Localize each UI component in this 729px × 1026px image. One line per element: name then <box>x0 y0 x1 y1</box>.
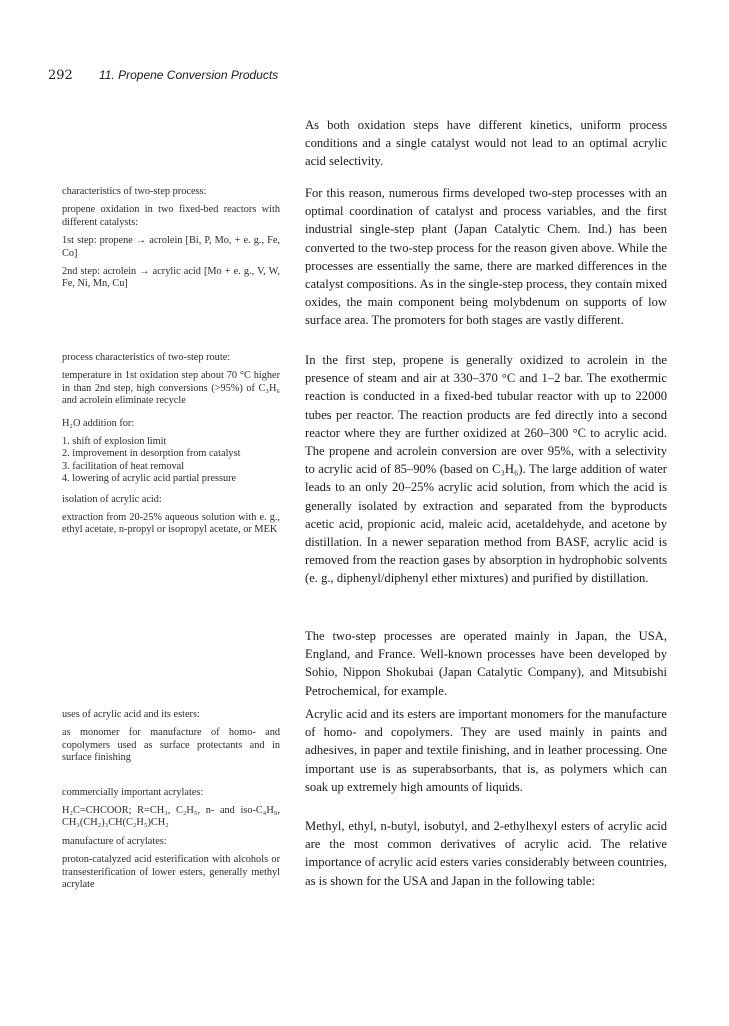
chapter-title: 11. Propene Conversion Products <box>98 68 279 82</box>
margin-heading: manufacture of acrylates: <box>62 835 167 847</box>
page-number: 292 <box>48 68 73 83</box>
main-paragraph-2: For this reason, numerous firms developed two-step processes with an optimal coordination of catalyst and process variables, and the first industrial single-step plant (Japan Catalytic Chem. Ind.) has been converted to the two-step process for the reason given above. While the processes are essentially the same, there are marked differences in the catalyst compositions. As in the single-step process, they contain mixed oxides, the main component being molybdenum on supports of low surface area. The promoters for both stages are vastly different. <box>305 186 667 328</box>
margin-note-process-characteristics <box>62 352 280 543</box>
margin-note-two-step-process <box>62 186 280 297</box>
margin-step-2: 2nd step: acrolein → acrylic acid [Mo + e. g., V, W, Fe, Ni, Mn, Cu] <box>62 266 280 290</box>
margin-heading: characteristics of two-step process: <box>62 186 207 197</box>
list-item: 1. shift of explosion limit <box>62 436 167 448</box>
margin-text: temperature in 1st oxidation step about 70 °C higher in than 2nd step, high conversions (>95%) of C₃H₆ and acrolein eliminate recycle <box>62 370 280 407</box>
list-item: 2. improvement in desorption from catalyst <box>62 448 241 460</box>
acrylates-formula: H₂C=CHCOOR; R=CH₃, C₂H₅, n- and iso-C₄H₉, CH₃(CH₂)₃CH(C₂H₅)CH₂ <box>62 805 280 829</box>
margin-step-1: 1st step: propene → acrolein [Bi, P, Mo, + e. g., Fe, Co] <box>62 235 280 259</box>
main-paragraph-4: The two-step processes are operated mainly in Japan, the USA, England, and France. Well-known processes have been developed by Sohio, Nippon Shokubai (Japan Catalytic Company), and Mitsubishi Petrochemical, for example. <box>305 629 667 698</box>
main-paragraph-6: Methyl, ethyl, n-butyl, isobutyl, and 2-ethylhexyl esters of acrylic acid are the most common derivatives of acrylic acid. The relative importance of acrylic acid esters varies considerably between countries, as is shown for the USA and Japan in the following table: <box>305 819 667 888</box>
margin-heading: process characteristics of two-step route: <box>62 352 231 363</box>
margin-heading: uses of acrylic acid and its esters: <box>62 709 200 720</box>
margin-note-uses <box>62 709 280 897</box>
margin-text: as monomer for manufacture of homo- and copolymers used as surface protectants and in surface finishing <box>62 727 280 764</box>
margin-heading: H₂O addition for: <box>62 417 135 429</box>
margin-heading: commercially important acrylates: <box>62 786 204 798</box>
margin-text: proton-catalyzed acid esterification with alcohols or transesterification of lower esters, generally methyl acrylate <box>62 854 280 891</box>
main-paragraph-3: In the first step, propene is generally oxidized to acrolein in the presence of steam and air at 330–370 °C and 1–2 bar. The exothermic reaction is conducted in a fixed-bed tubular reactor with up to 22000 tubes per reactor. The reaction products are fed directly into a second reactor where they are further oxidized at 260–300 °C to acrylic acid. The propene and acrolein conversion are over 95%, with a selectivity to acrylic acid of 85–90% (based on C₃H₆). The large addition of water leads to an only 20–25% acrylic acid solution, from which the acid is generally isolated by extraction and separated from the byproducts acetic acid, propionic acid, maleic acid, acetaldehyde, and acetone by distillation. In a newer separation method from BASF, acrylic acid is removed from the reaction gases by absorption in hydrophobic solvents (e. g., diphenyl/diphenyl ether mixtures) and purified by distillation. <box>305 353 667 586</box>
list-item: 4. lowering of acrylic acid partial pressure <box>62 473 237 485</box>
main-paragraph-1: As both oxidation steps have different kinetics, uniform process conditions and a single catalyst would not lead to an optimal acrylic acid selectivity. <box>305 118 667 169</box>
main-paragraph-5: Acrylic acid and its esters are important monomers for the manufacture of homo- and copolymers. They are used mainly in paints and adhesives, in paper and textile finishing, and in leather processing. One important use is as superabsorbants, that is, as polymers which can soak up extremely high amounts of liquids. <box>305 707 667 794</box>
list-item: 3. facilitation of heat removal <box>62 460 185 472</box>
margin-heading: isolation of acrylic acid: <box>62 493 162 505</box>
margin-text: propene oxidation in two fixed-bed reactors with different catalysts: <box>62 204 280 228</box>
margin-text: extraction from 20-25% aqueous solution with e. g., ethyl acetate, n-propyl or isopropyl acetate, or MEK <box>62 512 280 536</box>
running-head <box>48 68 278 83</box>
